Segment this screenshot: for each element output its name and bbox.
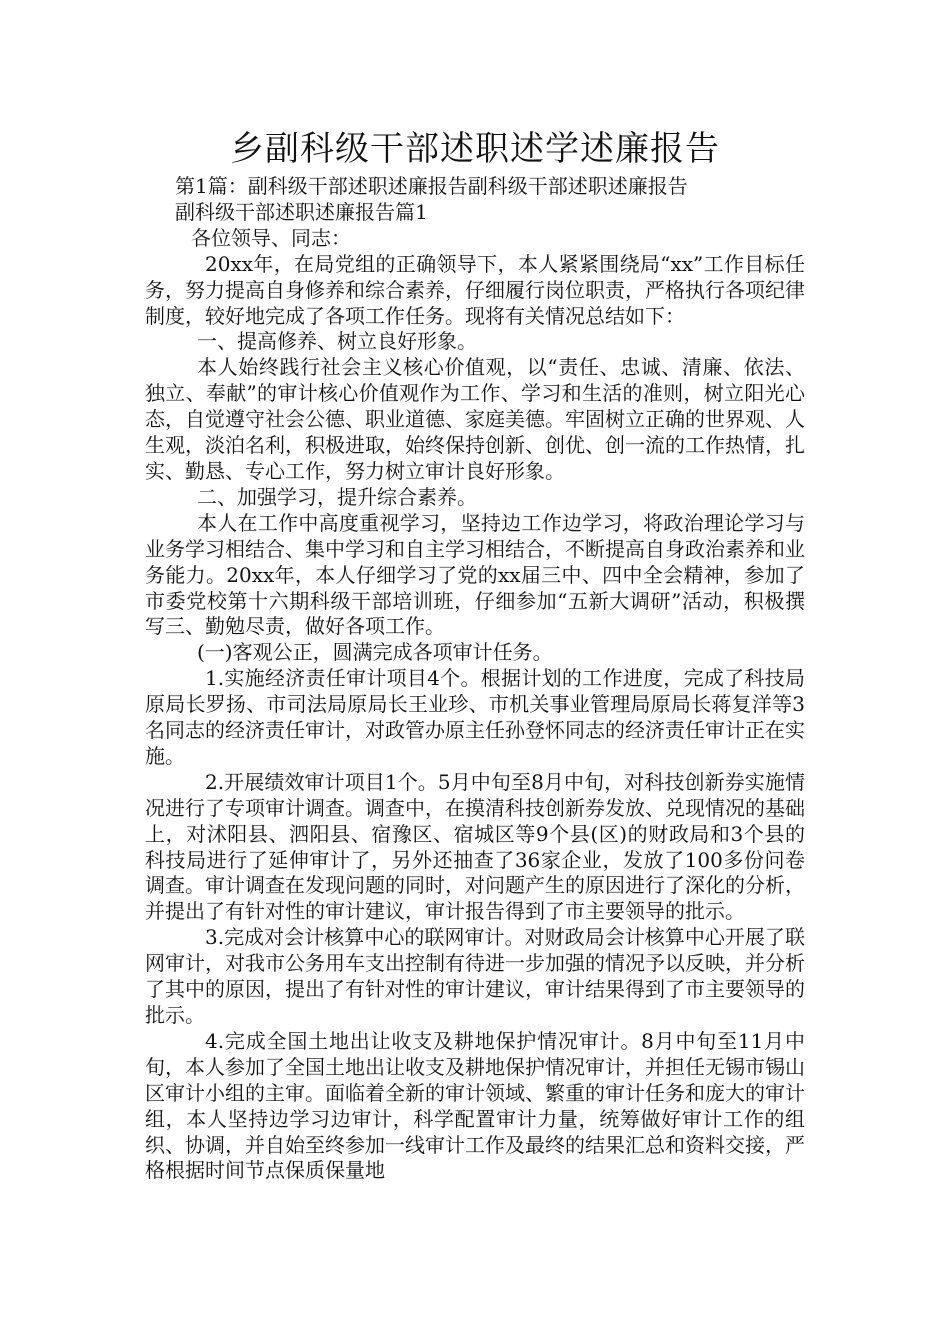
- paragraph: 第1篇：副科级干部述职述廉报告副科级干部述职述廉报告: [175, 174, 688, 198]
- paragraph: 本人始终践行社会主义核心价值观，以“责任、忠诚、清廉、依法、独立、奉献”的审计核心价值观作为工作、学习和生活的准则，树立阳光心态，自觉遵守社会公德、职业道德、家庭美德。牢固树立正确的世界观、人生观，淡泊名利，积极进取，始终保持创新、创优、创一流的工作热情，扎实、勤恳、专心工作，努力树立审计良好形象。: [145, 355, 805, 483]
- paragraph: 1.实施经济责任审计项目4个。根据计划的工作进度，完成了科技局原局长罗扬、市司法局原局长王业珍、市机关事业管理局原局长蒋复洋等3名同志的经济责任审计，对政管办原主任孙登怀同志的经济责任审计正在实施。: [145, 666, 805, 768]
- paragraph: 3.完成对会计核算中心的联网审计。对财政局会计核算中心开展了联网审计，对我市公务用车支出控制有待进一步加强的情况予以反映，并分析了其中的原因，提出了有针对性的审计建议，审计结果得到了市主要领导的批示。: [145, 925, 805, 1027]
- paragraph: 20xx年，在局党组的正确领导下，本人紧紧围绕局“xx”工作目标任务，努力提高自身修养和综合素养，仔细履行岗位职责，严格执行各项纪律制度，较好地完成了各项工作任务。现将有关情况总结如下：: [145, 251, 805, 328]
- paragraph: 一、提高修养、树立良好形象。: [197, 329, 477, 354]
- paragraph: 2.开展绩效审计项目1个。5月中旬至8月中旬，对科技创新券实施情况进行了专项审计调查。调查中，在摸清科技创新券发放、兑现情况的基础上，对沭阳县、泗阳县、宿豫区、宿城区等9个县(区)的财政局和3个县的科技局进行了延伸审计了，另外还抽查了36家企业，发放了100多份问卷调查。审计调查在发现问题的同时，对问题产生的原因进行了深化的分析，并提出了有针对性的审计建议，审计报告得到了市主要领导的批示。: [145, 769, 805, 924]
- paragraph: 二、加强学习，提升综合素养。: [197, 484, 477, 509]
- document-title: 乡副科级干部述职述学述廉报告: [230, 129, 720, 169]
- paragraph: 副科级干部述职述廉报告篇1: [175, 199, 428, 224]
- paragraph: (一)客观公正，圆满完成各项审计任务。: [197, 640, 553, 665]
- paragraph: 各位领导、同志：: [191, 225, 351, 250]
- document-body: [145, 174, 805, 1184]
- paragraph: 本人在工作中高度重视学习，坚持边工作边学习，将政治理论学习与业务学习相结合、集中学习和自主学习相结合，不断提高自身政治素养和业务能力。20xx年，本人仔细学习了党的xx届三中、四中全会精神，参加了市委党校第十六期科级干部培训班，仔细参加“五新大调研”活动，积极撰写三、勤勉尽责，做好各项工作。: [145, 510, 805, 639]
- paragraph: 4.完成全国土地出让收支及耕地保护情况审计。8月中旬至11月中旬，本人参加了全国土地出让收支及耕地保护情况审计，并担任无锡市锡山区审计小组的主审。面临着全新的审计领域、繁重的审计任务和庞大的审计组，本人坚持边学习边审计，科学配置审计力量，统筹做好审计工作的组织、协调，并自始至终参加一线审计工作及最终的结果汇总和资料交接，严格根据时间节点保质保量地: [145, 1028, 805, 1183]
